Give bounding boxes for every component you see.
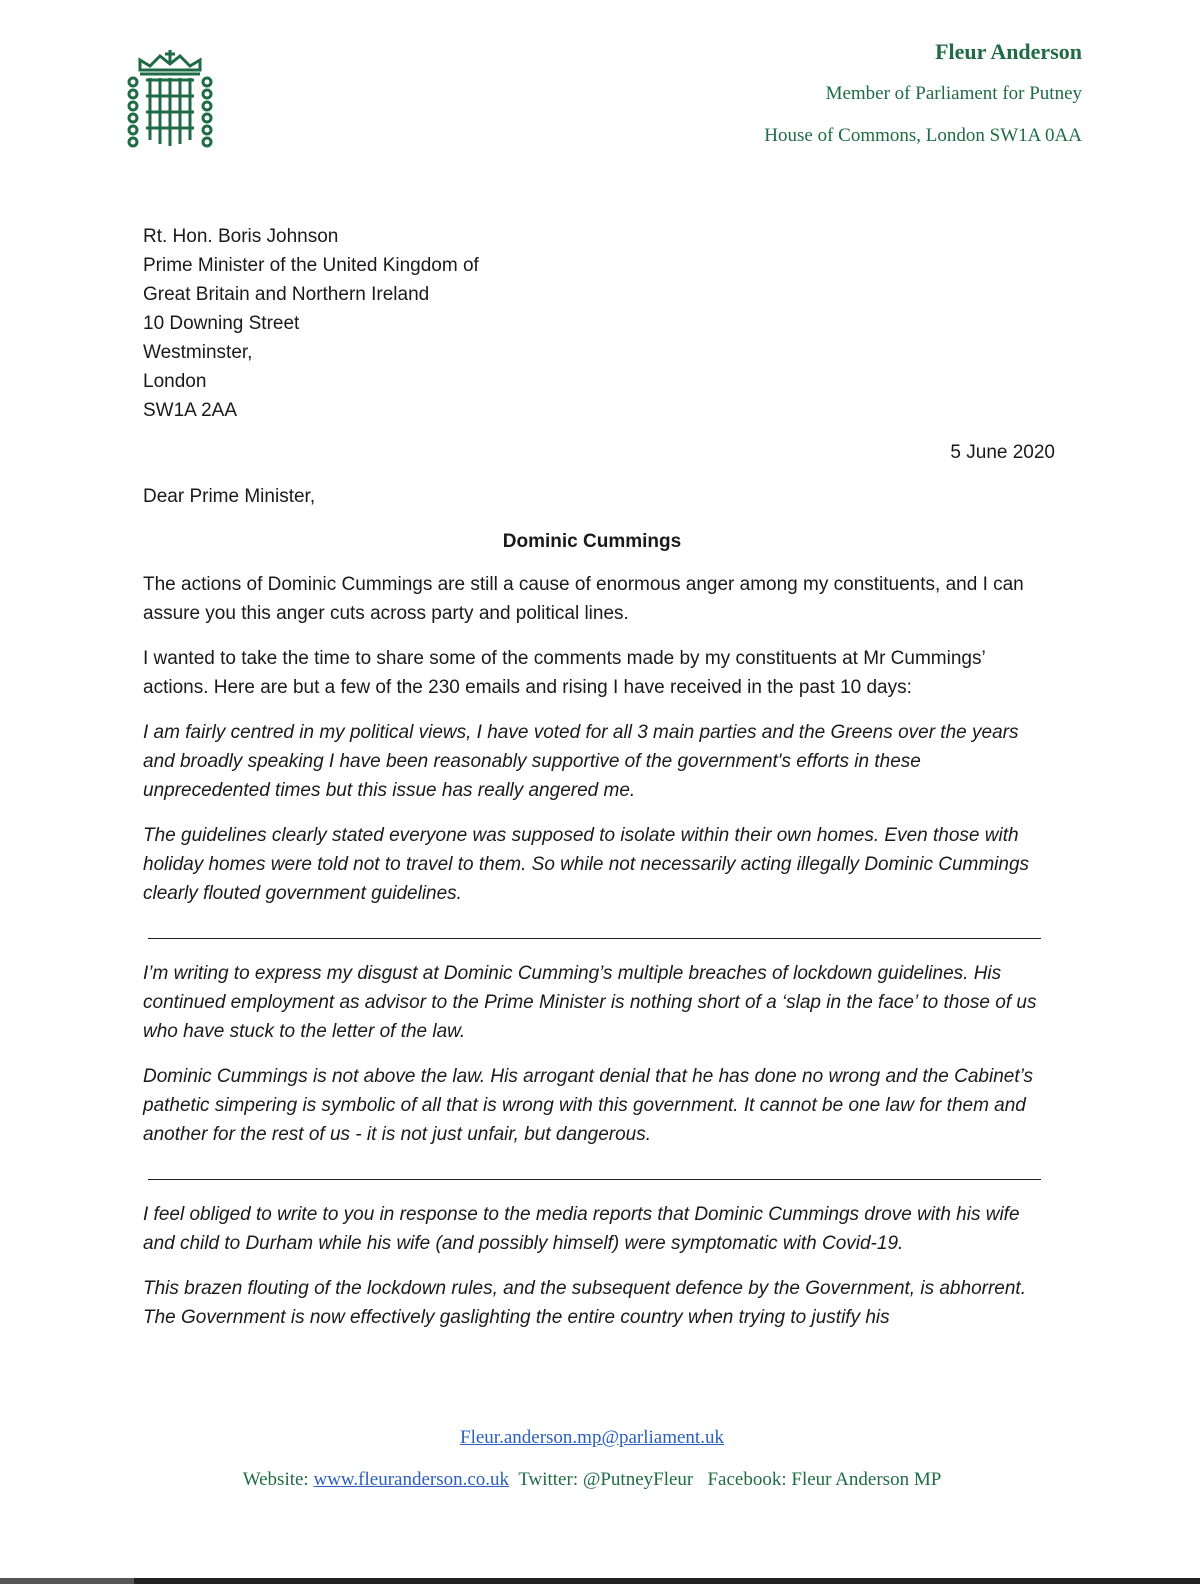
sender-address: House of Commons, London SW1A 0AA: [764, 125, 1082, 146]
website-label: Website:: [242, 1469, 309, 1490]
bottom-bar-segment: [0, 1578, 134, 1584]
sender-block: [764, 36, 1082, 148]
twitter-handle: Twitter: @PutneyFleur: [518, 1469, 694, 1490]
recipient-line: Westminster,: [143, 342, 253, 363]
constituent-quote: Dominic Cummings is not above the law. His arrogant denial that he has done no wrong and the Cabinet’s pathetic simpering is symbolic of all that is wrong with this government. It cannot be one law for them and another for the rest of us - it is not just unfair, but dangerous.: [143, 1066, 1034, 1145]
recipient-line: Prime Minister of the United Kingdom of: [143, 255, 479, 276]
website-link[interactable]: www.fleuranderson.co.uk: [313, 1469, 510, 1490]
salutation: Dear Prime Minister,: [143, 486, 316, 507]
recipient-line: SW1A 2AA: [143, 400, 237, 421]
recipient-address: [143, 222, 479, 425]
constituent-quote: I’m writing to express my disgust at Dominic Cumming’s multiple breaches of lockdown guidelines. His continued employment as advisor to the Prime Minister is nothing short of a ‘slap in the face’ to those of us who have stuck to the letter of the law.: [143, 963, 1037, 1042]
recipient-line: London: [143, 371, 207, 392]
sender-role: Member of Parliament for Putney: [825, 83, 1082, 104]
letter-body: [143, 570, 1043, 1348]
letter-footer: [0, 1424, 1184, 1494]
constituent-quote: The guidelines clearly stated everyone was supposed to isolate within their own homes. Even those with holiday homes were told not to travel to them. So while not necessarily acting illegally Dominic Cummings clearly flouted government guidelines.: [143, 825, 1030, 904]
constituent-quote: This brazen flouting of the lockdown rules, and the subsequent defence by the Government, is abhorrent. The Government is now effectively gaslighting the entire country when trying to justify his: [143, 1278, 1026, 1328]
recipient-line: Rt. Hon. Boris Johnson: [143, 226, 339, 247]
constituent-quote: I am fairly centred in my political views, I have voted for all 3 main parties and the Greens over the years and broadly speaking I have been reasonably supportive of the government's efforts in these unprecedented times but this issue has really angered me.: [143, 722, 1019, 801]
email-link[interactable]: Fleur.anderson.mp@parliament.uk: [460, 1427, 724, 1448]
bottom-bar: [0, 1578, 1200, 1584]
recipient-line: Great Britain and Northern Ireland: [143, 284, 430, 305]
letter-subject: Dominic Cummings: [502, 531, 682, 552]
body-paragraph: I wanted to take the time to share some of the comments made by my constituents at Mr Cummings’ actions. Here are but a few of the 230 emails and rising I have received in the past 10 days:: [143, 648, 985, 698]
letter-date: 5 June 2020: [950, 442, 1055, 463]
quote-divider: [148, 1179, 1041, 1180]
quote-divider: [148, 938, 1041, 939]
body-paragraph: The actions of Dominic Cummings are still a cause of enormous anger among my constituents, and I can assure you this anger cuts across party and political lines.: [143, 574, 1024, 624]
sender-name: Fleur Anderson: [935, 39, 1082, 64]
contact-line: [0, 1466, 1184, 1494]
portcullis-crest-icon: [126, 48, 214, 148]
facebook-handle: Facebook: Fleur Anderson MP: [707, 1469, 942, 1490]
constituent-quote: I feel obliged to write to you in response to the media reports that Dominic Cummings drove with his wife and child to Durham while his wife (and possibly himself) were symptomatic with Covid-19.: [143, 1204, 1020, 1254]
recipient-line: 10 Downing Street: [143, 313, 300, 334]
